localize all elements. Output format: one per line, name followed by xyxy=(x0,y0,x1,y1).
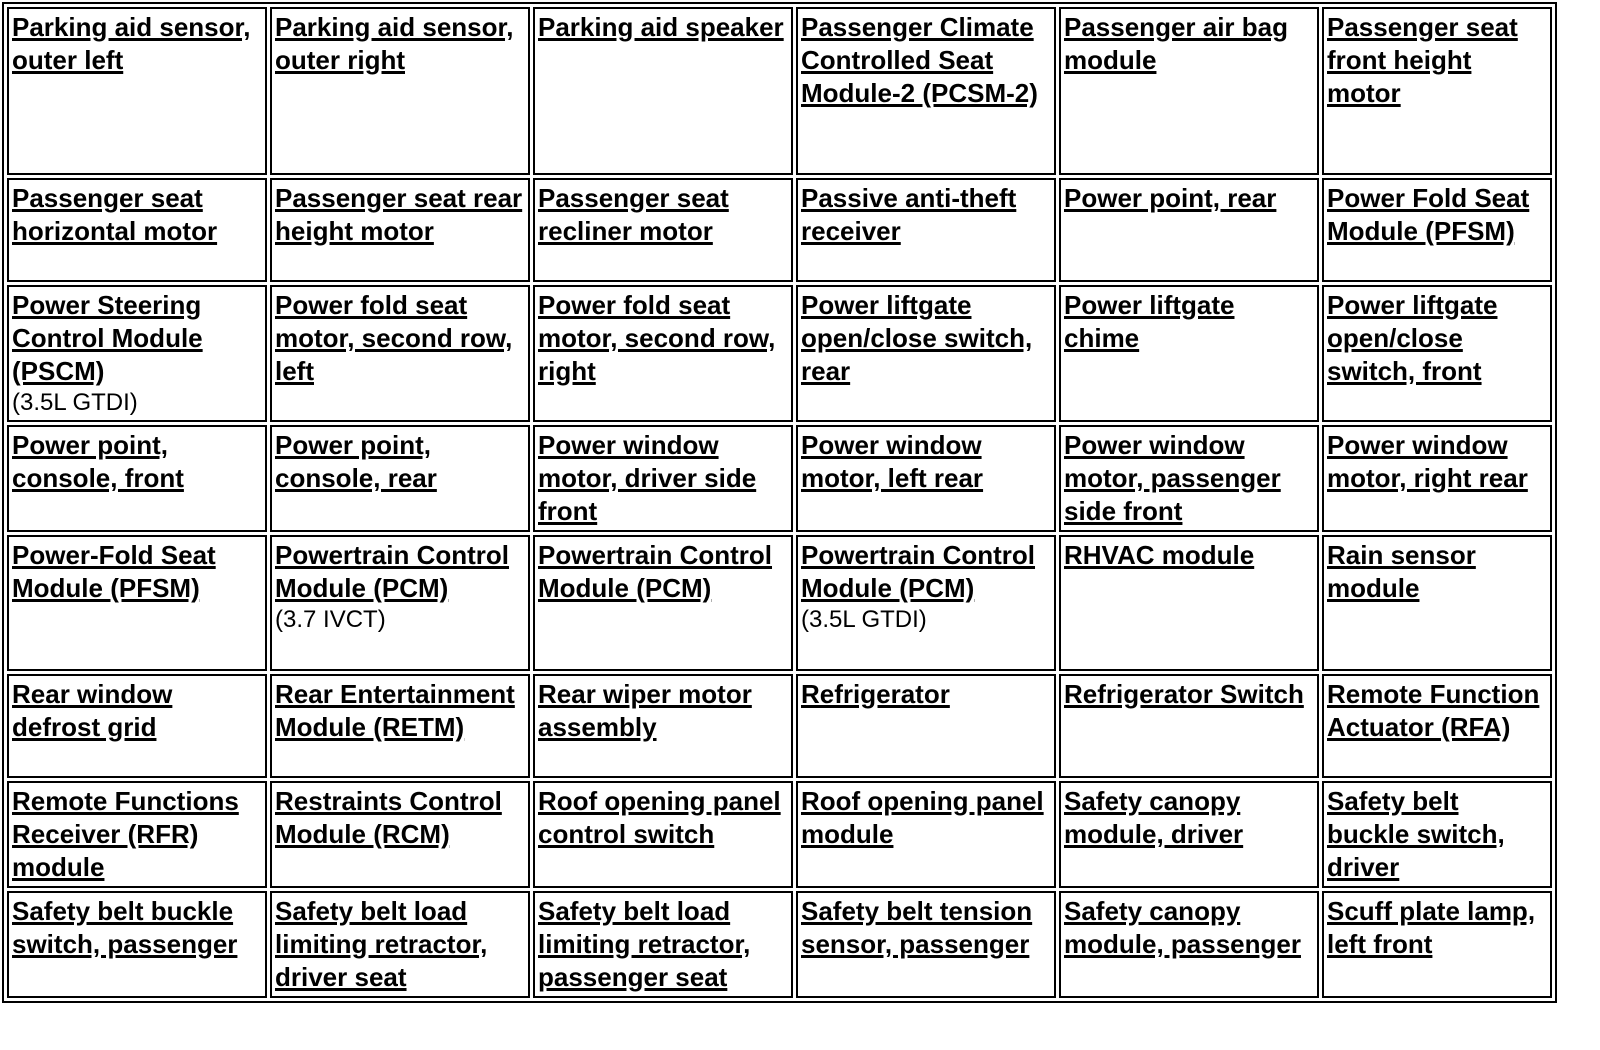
table-cell xyxy=(533,891,793,998)
component-link[interactable]: Power liftgate open/close switch, front xyxy=(1327,290,1498,386)
table-cell xyxy=(533,674,793,778)
component-link[interactable]: Parking aid speaker xyxy=(538,12,784,42)
table-cell xyxy=(7,7,267,175)
component-link[interactable]: Power point, rear xyxy=(1064,183,1277,213)
engine-note: (3.7 IVCT) xyxy=(275,606,386,633)
component-link[interactable]: Passive anti-theft receiver xyxy=(801,183,1017,246)
table-cell xyxy=(796,535,1056,671)
table-cell xyxy=(796,285,1056,422)
component-link[interactable]: Scuff plate lamp, left front xyxy=(1327,896,1536,959)
component-link[interactable]: Rear window defrost grid xyxy=(12,679,173,742)
table-cell xyxy=(1059,781,1319,888)
table-cell xyxy=(533,178,793,282)
component-link[interactable]: Powertrain Control Module (PCM) xyxy=(801,540,1036,603)
component-link[interactable]: Remote Function Actuator (RFA) xyxy=(1327,679,1540,742)
engine-note: (3.5L GTDI) xyxy=(801,606,927,633)
component-link[interactable]: Powertrain Control Module (PCM) xyxy=(275,540,510,603)
table-cell xyxy=(7,178,267,282)
table-cell xyxy=(796,178,1056,282)
component-link[interactable]: Parking aid sensor, outer right xyxy=(275,12,514,75)
component-link[interactable]: Passenger seat recliner motor xyxy=(538,183,729,246)
component-link[interactable]: Passenger Climate Controlled Seat Module-2 (PCSM-2) xyxy=(801,12,1038,108)
table-cell xyxy=(1322,674,1552,778)
table-row xyxy=(7,425,1552,532)
table-row xyxy=(7,178,1552,282)
table-cell xyxy=(270,674,530,778)
component-link[interactable]: Rear Entertainment Module (RETM) xyxy=(275,679,515,742)
table-cell xyxy=(1322,425,1552,532)
engine-note: (3.5L GTDI) xyxy=(12,389,138,416)
component-link[interactable]: Power liftgate open/close switch, rear xyxy=(801,290,1033,386)
table-row xyxy=(7,7,1552,175)
table-row xyxy=(7,674,1552,778)
table-cell xyxy=(533,781,793,888)
table-cell xyxy=(270,7,530,175)
table-cell xyxy=(796,7,1056,175)
component-link[interactable]: Safety belt buckle switch, passenger xyxy=(12,896,238,959)
table-cell xyxy=(270,285,530,422)
component-link[interactable]: Power point, console, rear xyxy=(275,430,437,493)
table-cell xyxy=(7,535,267,671)
table-cell xyxy=(1059,674,1319,778)
component-link[interactable]: Powertrain Control Module (PCM) xyxy=(538,540,773,603)
component-link[interactable]: Power Fold Seat Module (PFSM) xyxy=(1327,183,1530,246)
component-link[interactable]: Safety belt buckle switch, driver xyxy=(1327,786,1505,882)
table-cell xyxy=(1059,285,1319,422)
table-row xyxy=(7,891,1552,998)
table-cell xyxy=(7,674,267,778)
table-cell xyxy=(1322,891,1552,998)
table-cell xyxy=(533,425,793,532)
table-cell xyxy=(1322,781,1552,888)
component-link[interactable]: Roof opening panel module xyxy=(801,786,1044,849)
table-cell xyxy=(1322,7,1552,175)
component-link[interactable]: Passenger seat horizontal motor xyxy=(12,183,218,246)
table-cell xyxy=(7,891,267,998)
component-link[interactable]: Power liftgate chime xyxy=(1064,290,1235,353)
table-cell xyxy=(1059,7,1319,175)
component-link[interactable]: Parking aid sensor, outer left xyxy=(12,12,251,75)
component-link[interactable]: Refrigerator xyxy=(801,679,950,709)
component-link[interactable]: Power-Fold Seat Module (PFSM) xyxy=(12,540,216,603)
table-cell xyxy=(1322,535,1552,671)
component-link[interactable]: Remote Functions Receiver (RFR) module xyxy=(12,786,239,882)
component-link[interactable]: Safety canopy module, driver xyxy=(1064,786,1244,849)
table-cell xyxy=(270,425,530,532)
table-cell xyxy=(1059,535,1319,671)
table-cell xyxy=(270,781,530,888)
component-link[interactable]: Restraints Control Module (RCM) xyxy=(275,786,502,849)
component-link[interactable]: Power window motor, passenger side front xyxy=(1064,430,1281,526)
component-link[interactable]: Power window motor, right rear xyxy=(1327,430,1528,493)
table-cell xyxy=(796,891,1056,998)
component-link[interactable]: Safety belt tension sensor, passenger xyxy=(801,896,1033,959)
component-link[interactable]: Power window motor, driver side front xyxy=(538,430,757,526)
table-cell xyxy=(7,781,267,888)
component-index-table xyxy=(2,2,1557,1003)
table-cell xyxy=(7,285,267,422)
component-link[interactable]: Safety canopy module, passenger xyxy=(1064,896,1301,959)
table-cell xyxy=(270,535,530,671)
component-link[interactable]: Safety belt load limiting retractor, passenger seat xyxy=(538,896,751,992)
component-link[interactable]: Refrigerator Switch xyxy=(1064,679,1304,709)
component-link[interactable]: Power point, console, front xyxy=(12,430,184,493)
table-cell xyxy=(1322,178,1552,282)
component-link[interactable]: RHVAC module xyxy=(1064,540,1255,570)
table-cell xyxy=(1059,891,1319,998)
component-link[interactable]: Power fold seat motor, second row, left xyxy=(275,290,513,386)
component-link[interactable]: Passenger seat front height motor xyxy=(1327,12,1518,108)
table-cell xyxy=(1322,285,1552,422)
table-cell xyxy=(533,285,793,422)
component-index-body xyxy=(7,7,1552,998)
table-cell xyxy=(1059,178,1319,282)
table-cell xyxy=(533,535,793,671)
component-link[interactable]: Power Steering Control Module (PSCM) xyxy=(12,290,203,386)
component-link[interactable]: Passenger seat rear height motor xyxy=(275,183,523,246)
table-cell xyxy=(7,425,267,532)
table-cell xyxy=(796,674,1056,778)
table-cell xyxy=(1059,425,1319,532)
table-cell xyxy=(270,891,530,998)
table-cell xyxy=(533,7,793,175)
table-row xyxy=(7,781,1552,888)
component-link[interactable]: Safety belt load limiting retractor, driver seat xyxy=(275,896,488,992)
table-cell xyxy=(796,425,1056,532)
component-link[interactable]: Power fold seat motor, second row, right xyxy=(538,290,776,386)
table-cell xyxy=(796,781,1056,888)
table-cell xyxy=(270,178,530,282)
table-row xyxy=(7,285,1552,422)
component-link[interactable]: Power window motor, left rear xyxy=(801,430,984,493)
table-row xyxy=(7,535,1552,671)
component-link[interactable]: Rear wiper motor assembly xyxy=(538,679,752,742)
component-link[interactable]: Roof opening panel control switch xyxy=(538,786,781,849)
component-link[interactable]: Passenger air bag module xyxy=(1064,12,1288,75)
component-link[interactable]: Rain sensor module xyxy=(1327,540,1476,603)
